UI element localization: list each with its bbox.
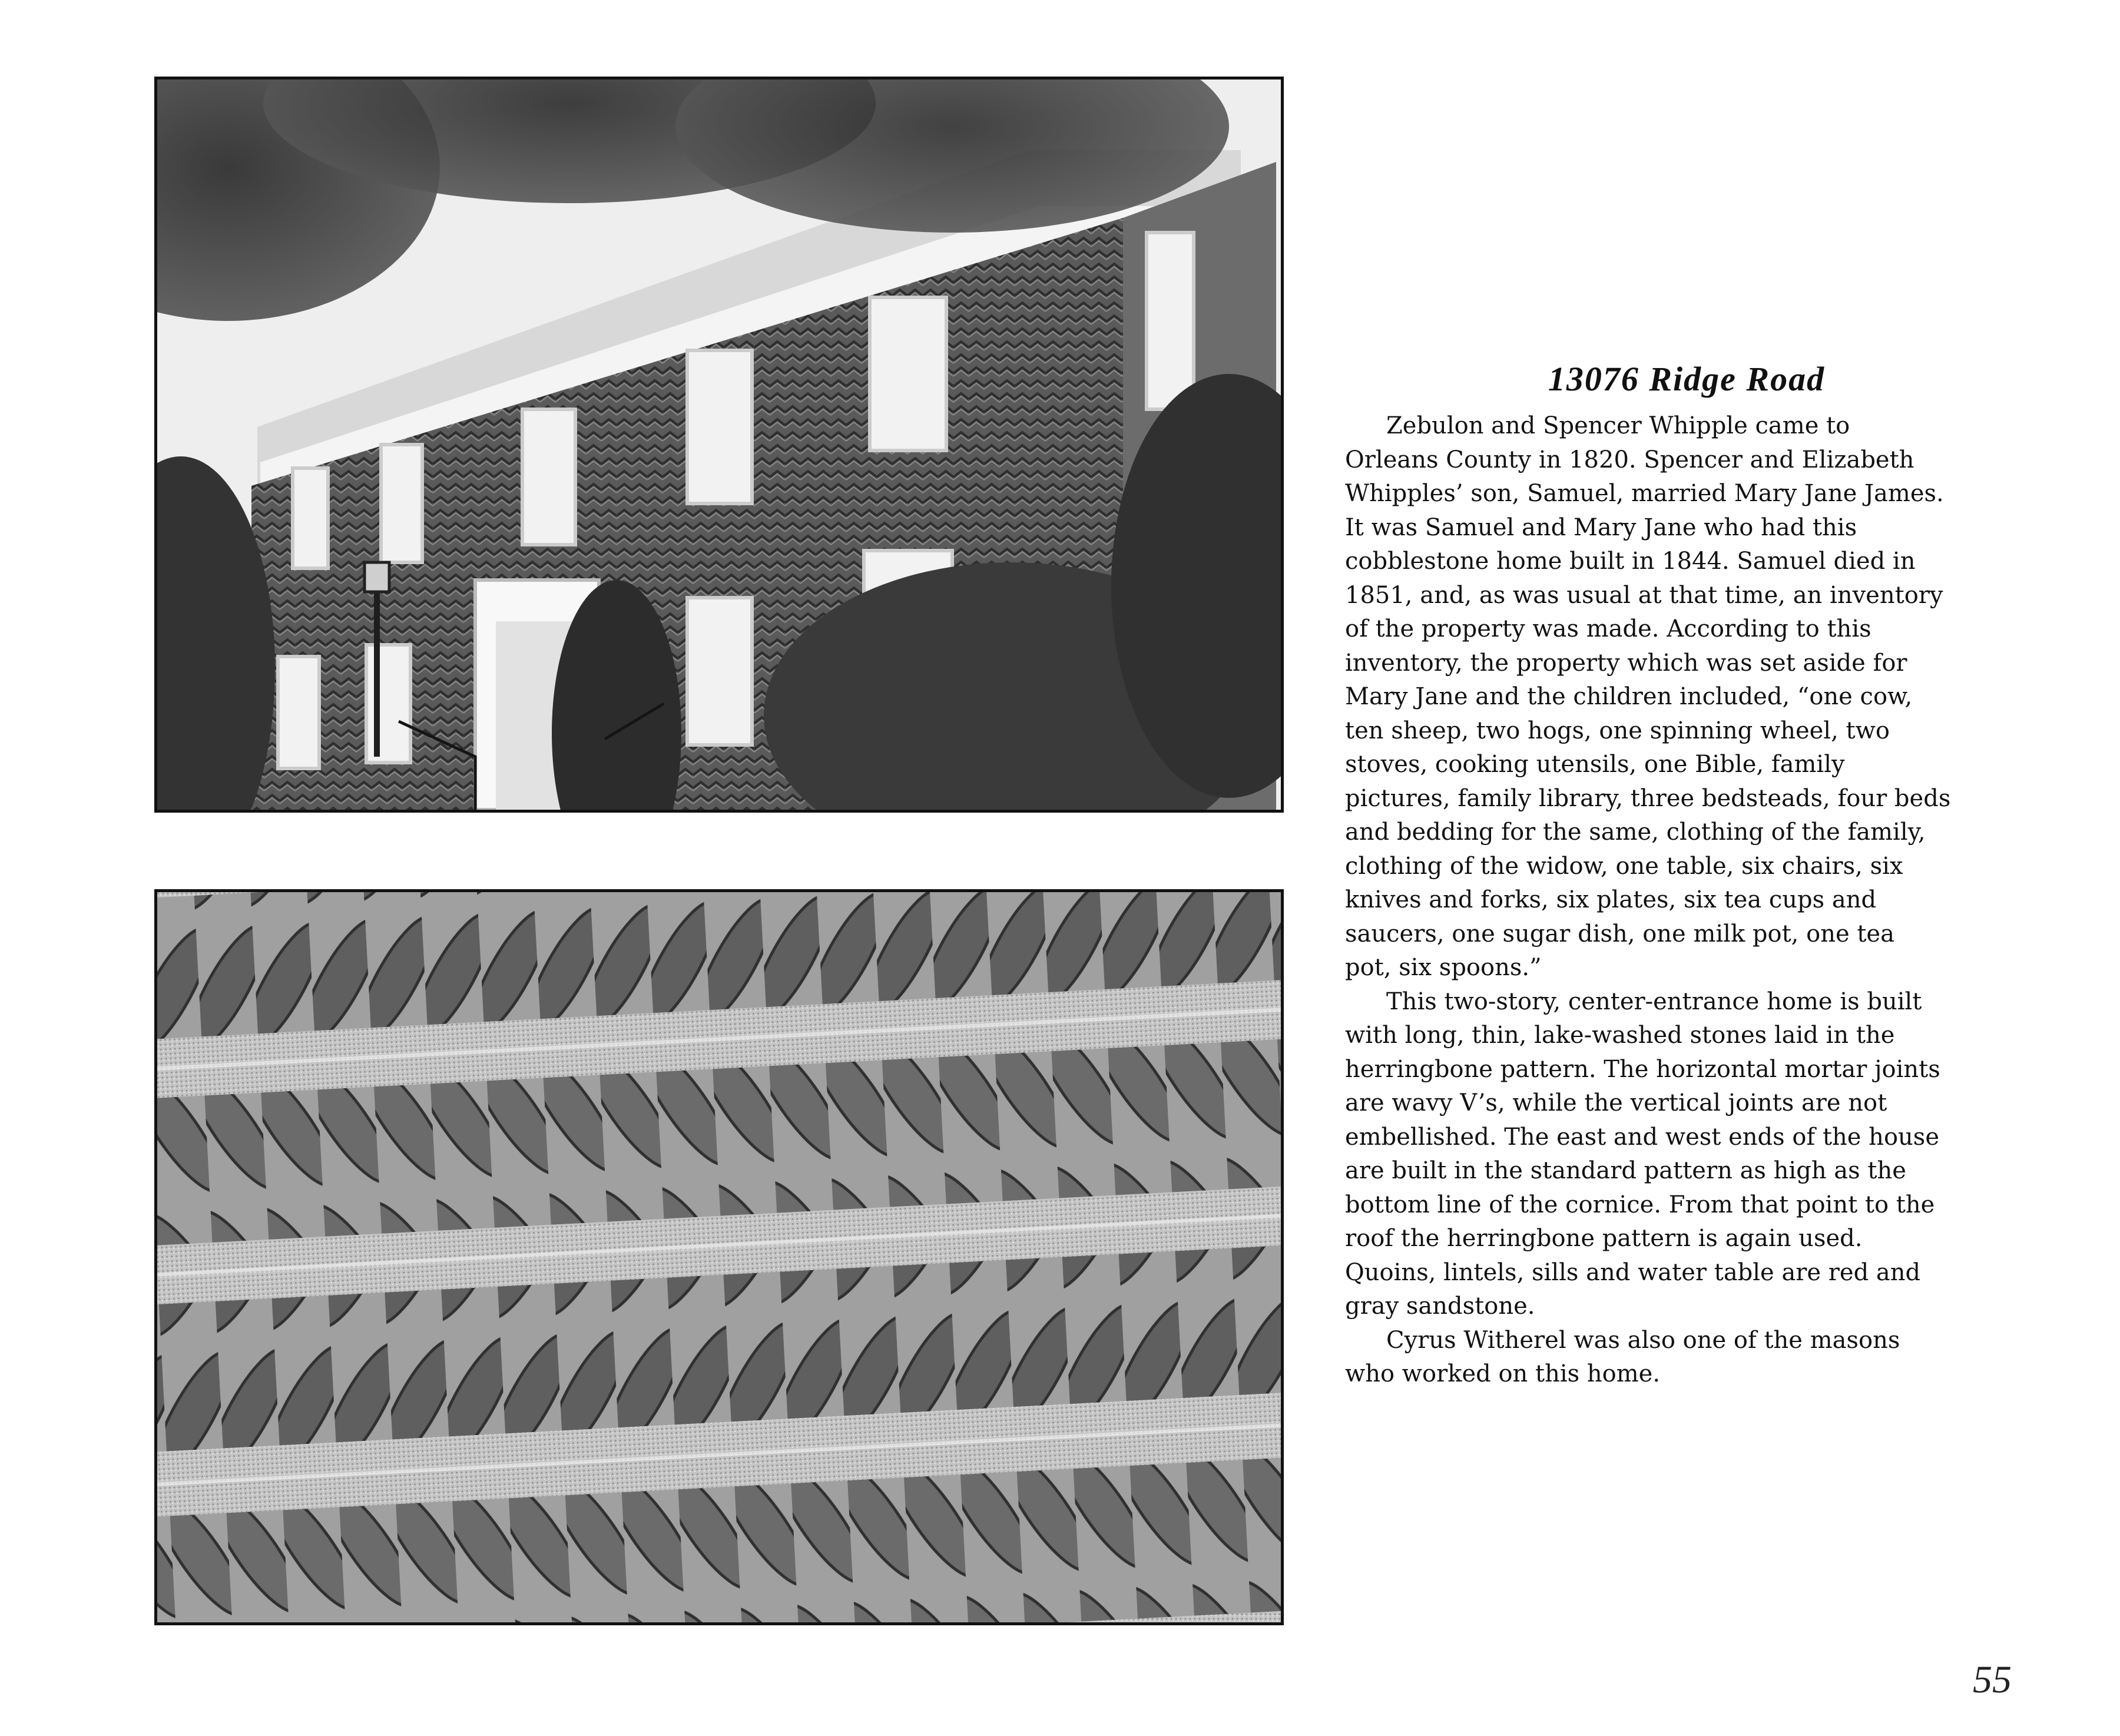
text-line: stoves, cooking utensils, one Bible, family	[1345, 751, 1845, 778]
text-line: are built in the standard pattern as high as the	[1345, 1157, 1906, 1184]
text-line: inventory, the property which was set aside for	[1345, 649, 1907, 677]
text-line: Mary Jane and the children included, “one cow,	[1345, 683, 1913, 710]
text-line: with long, thin, lake-washed stones laid in the	[1345, 1022, 1895, 1049]
paragraph-1	[1345, 409, 2028, 985]
text-line: pictures, family library, three bedsteads, four beds	[1345, 784, 1951, 812]
text-line: This two-story, center-entrance home is built	[1386, 988, 1922, 1015]
text-line: pot, six spoons.”	[1345, 954, 1542, 981]
text-line: saucers, one sugar dish, one milk pot, one tea	[1345, 920, 1894, 947]
text-line: who worked on this home.	[1345, 1360, 1661, 1387]
cobblestone-detail-illustration	[157, 892, 1281, 1622]
text-line: roof the herringbone pattern is again used.	[1345, 1225, 1863, 1252]
house-photo-illustration	[157, 79, 1281, 810]
article-text	[1345, 359, 2028, 1392]
text-line: 1851, and, as was usual at that time, an inventory	[1345, 581, 1943, 609]
text-line: Cyrus Witherel was also one of the masons	[1386, 1326, 1900, 1354]
text-line: Quoins, lintels, sills and water table are red and	[1345, 1258, 1921, 1286]
text-line: knives and forks, six plates, six tea cups and	[1345, 886, 1877, 913]
text-line: bottom line of the cornice. From that point to the	[1345, 1191, 1935, 1218]
text-line: gray sandstone.	[1345, 1293, 1535, 1320]
text-line: are wavy V’s, while the vertical joints are not	[1345, 1089, 1887, 1117]
text-line: embellished. The east and west ends of the house	[1345, 1123, 1939, 1151]
text-line: of the property was made. According to this	[1345, 615, 1871, 642]
house-photo	[154, 77, 1284, 813]
text-line: Whipples’ son, Samuel, married Mary Jane James.	[1345, 480, 1944, 507]
text-line: ten sheep, two hogs, one spinning wheel, two	[1345, 717, 1890, 744]
text-line: Zebulon and Spencer Whipple came to	[1386, 412, 1850, 439]
page-number: 55	[1973, 1658, 2012, 1701]
article-title: 13076 Ridge Road	[1548, 360, 1826, 398]
paragraph-2	[1345, 985, 2028, 1324]
cobblestone-detail-photo	[154, 889, 1284, 1625]
text-line: It was Samuel and Mary Jane who had this	[1345, 513, 1857, 541]
text-line: clothing of the widow, one table, six chairs, six	[1345, 852, 1903, 880]
text-line: and bedding for the same, clothing of the family,	[1345, 819, 1926, 846]
paragraph-3	[1345, 1324, 2028, 1392]
text-line: Orleans County in 1820. Spencer and Elizabeth	[1345, 446, 1914, 473]
text-line: herringbone pattern. The horizontal mortar joints	[1345, 1055, 1940, 1083]
text-line: cobblestone home built in 1844. Samuel died in	[1345, 548, 1916, 575]
